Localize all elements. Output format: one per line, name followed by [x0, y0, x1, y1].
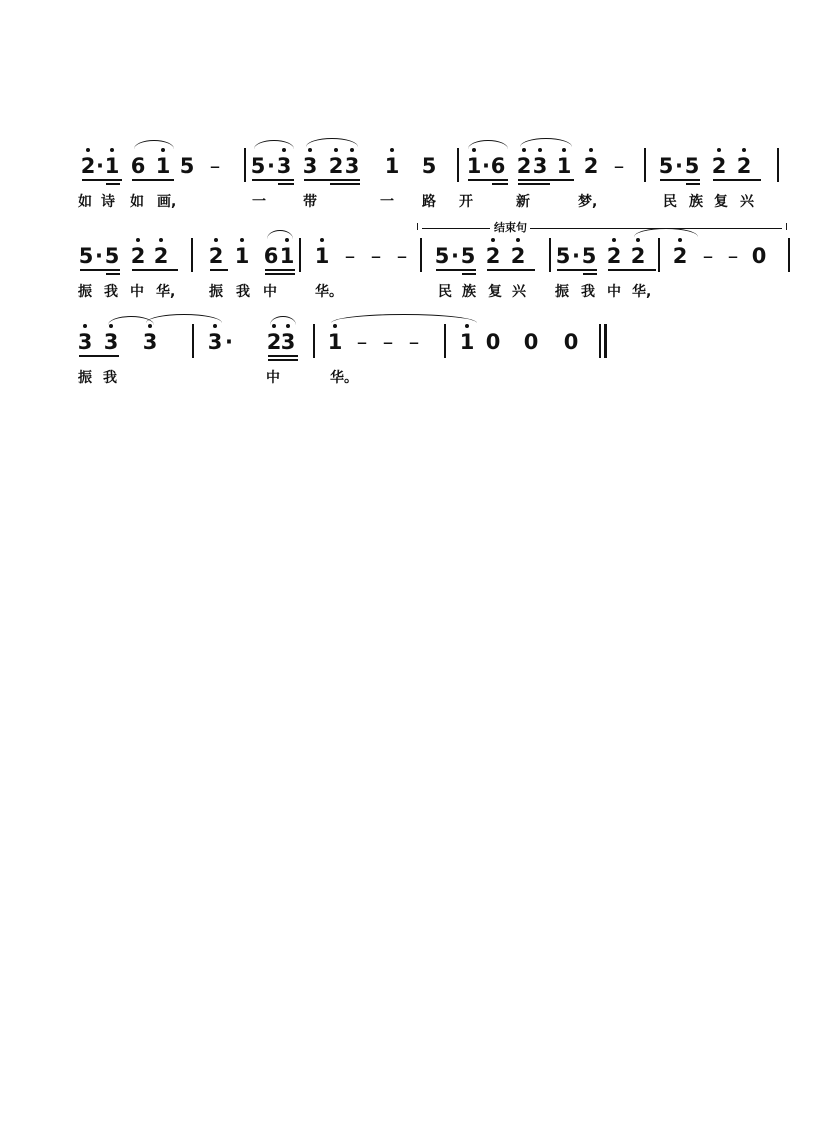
- beam: [210, 269, 228, 271]
- lyric-char: 我: [581, 284, 595, 300]
- note: 1: [234, 244, 250, 268]
- extension-dash: –: [370, 244, 382, 268]
- barline: [444, 324, 446, 358]
- score-row-2: [0, 221, 840, 308]
- note: 3: [207, 330, 223, 354]
- beam: [608, 269, 656, 271]
- lyric-char: 中: [266, 370, 280, 386]
- lyric-char: 我: [236, 284, 250, 300]
- note: 1: [556, 154, 572, 178]
- note: 5: [104, 244, 120, 268]
- lyric-char: 振: [78, 284, 92, 300]
- dot-augmentation: ·: [95, 244, 103, 268]
- dot-augmentation: ·: [225, 330, 233, 354]
- slur: [146, 314, 222, 323]
- dot-augmentation: ·: [451, 244, 459, 268]
- slur: [306, 138, 358, 147]
- beam: [660, 179, 700, 181]
- extension-dash: –: [209, 154, 221, 178]
- beam: [304, 179, 360, 181]
- octave-dot-high: [334, 148, 338, 152]
- note: 5: [460, 244, 476, 268]
- note: 5: [684, 154, 700, 178]
- dot-augmentation: ·: [482, 154, 490, 178]
- lyric-char: 复: [714, 194, 728, 210]
- note: 5: [434, 244, 450, 268]
- note: 2: [630, 244, 646, 268]
- octave-dot-high: [562, 148, 566, 152]
- note: 3: [344, 154, 360, 178]
- octave-dot-high: [86, 148, 90, 152]
- note: 5: [421, 154, 437, 178]
- beam: [686, 183, 700, 185]
- octave-dot-high: [159, 238, 163, 242]
- lyric-char: 华。: [330, 370, 358, 386]
- dot-augmentation: ·: [572, 244, 580, 268]
- note: 2: [606, 244, 622, 268]
- note: 5: [250, 154, 266, 178]
- extension-dash: –: [702, 244, 714, 268]
- note: 2: [516, 154, 532, 178]
- extension-dash: –: [356, 330, 368, 354]
- beam: [80, 269, 120, 271]
- note: 2: [583, 154, 599, 178]
- note: 1: [459, 330, 475, 354]
- extension-dash: –: [344, 244, 356, 268]
- final-barline-thin: [599, 324, 601, 358]
- note: 6: [490, 154, 506, 178]
- note: 0: [563, 330, 579, 354]
- note: 0: [485, 330, 501, 354]
- note: 2: [130, 244, 146, 268]
- octave-dot-high: [491, 238, 495, 242]
- slur: [634, 228, 698, 237]
- octave-dot-high: [83, 324, 87, 328]
- note: 3: [103, 330, 119, 354]
- note: 2: [328, 154, 344, 178]
- lyric-char: 族: [689, 194, 703, 210]
- beam: [82, 179, 122, 181]
- extension-dash: –: [613, 154, 625, 178]
- dot-augmentation: ·: [96, 154, 104, 178]
- octave-dot-high: [522, 148, 526, 152]
- beam: [492, 183, 508, 185]
- note: 2: [736, 154, 752, 178]
- beam: [713, 179, 761, 181]
- octave-dot-high: [350, 148, 354, 152]
- barline: [191, 238, 193, 272]
- barline: [644, 148, 646, 182]
- note: 1: [384, 154, 400, 178]
- octave-dot-high: [214, 238, 218, 242]
- lyric-char: 路: [422, 194, 436, 210]
- lyric-char: 如: [78, 194, 92, 210]
- beam: [265, 273, 295, 275]
- octave-dot-high: [589, 148, 593, 152]
- lyric-char: 华,: [632, 284, 652, 300]
- beam: [518, 183, 550, 185]
- note: 3: [532, 154, 548, 178]
- barline: [457, 148, 459, 182]
- note: 1: [314, 244, 330, 268]
- barline: [420, 238, 422, 272]
- octave-dot-high: [390, 148, 394, 152]
- score-row-3: [0, 324, 840, 394]
- note: 2: [208, 244, 224, 268]
- note: 5: [179, 154, 195, 178]
- bracket-start-mark: I: [416, 222, 419, 233]
- bracket-label: 结束句: [494, 221, 527, 234]
- score-row-1: [0, 148, 840, 218]
- note: 3: [142, 330, 158, 354]
- octave-dot-high: [516, 238, 520, 242]
- note: 6: [130, 154, 146, 178]
- barline: [299, 238, 301, 272]
- lyric-char: 一: [380, 194, 394, 210]
- beam: [330, 183, 360, 185]
- beam: [557, 269, 597, 271]
- octave-dot-high: [320, 238, 324, 242]
- barline: [658, 238, 660, 272]
- lyric-char: 我: [104, 284, 118, 300]
- lyric-char: 振: [209, 284, 223, 300]
- note: 0: [751, 244, 767, 268]
- beam: [106, 183, 120, 185]
- beam: [268, 355, 298, 357]
- lyric-char: 中: [263, 284, 277, 300]
- lyric-char: 兴: [740, 194, 754, 210]
- octave-dot-high: [678, 238, 682, 242]
- octave-dot-high: [612, 238, 616, 242]
- octave-dot-high: [333, 324, 337, 328]
- lyric-char: 诗: [101, 194, 115, 210]
- note: 2: [153, 244, 169, 268]
- beam: [436, 269, 476, 271]
- note: 5: [78, 244, 94, 268]
- lyric-char: 开: [459, 194, 473, 210]
- slur: [254, 140, 294, 149]
- note: 1: [279, 244, 295, 268]
- note: 2: [711, 154, 727, 178]
- note: 5: [658, 154, 674, 178]
- note: 1: [466, 154, 482, 178]
- extension-dash: –: [382, 330, 394, 354]
- beam: [132, 179, 174, 181]
- octave-dot-high: [213, 324, 217, 328]
- beam: [487, 269, 535, 271]
- lyric-char: 华。: [315, 284, 343, 300]
- beam: [252, 179, 294, 181]
- octave-dot-high: [136, 238, 140, 242]
- octave-dot-high: [538, 148, 542, 152]
- lyric-char: 振: [78, 370, 92, 386]
- note: 6: [263, 244, 279, 268]
- lyric-char: 兴: [512, 284, 526, 300]
- barline: [244, 148, 246, 182]
- note: 2: [266, 330, 282, 354]
- lyric-char: 振: [555, 284, 569, 300]
- slur: [468, 140, 508, 149]
- note: 3: [276, 154, 292, 178]
- note: 2: [80, 154, 96, 178]
- lyric-char: 一: [252, 194, 266, 210]
- dot-augmentation: ·: [267, 154, 275, 178]
- lyric-char: 带: [303, 194, 317, 210]
- barline: [313, 324, 315, 358]
- beam: [79, 355, 119, 357]
- beam: [268, 359, 298, 361]
- octave-dot-high: [717, 148, 721, 152]
- lyric-char: 华,: [156, 284, 176, 300]
- beam: [518, 179, 574, 181]
- octave-dot-high: [465, 324, 469, 328]
- octave-dot-high: [308, 148, 312, 152]
- dot-augmentation: ·: [675, 154, 683, 178]
- note: 0: [523, 330, 539, 354]
- lyric-char: 新: [516, 194, 530, 210]
- slur: [134, 140, 174, 149]
- note: 2: [510, 244, 526, 268]
- beam: [462, 273, 476, 275]
- lyric-char: 中: [607, 284, 621, 300]
- extension-dash: –: [727, 244, 739, 268]
- lyric-char: 民: [438, 284, 452, 300]
- barline: [549, 238, 551, 272]
- bracket-line: [422, 228, 490, 229]
- lyric-char: 民: [663, 194, 677, 210]
- note: 1: [104, 154, 120, 178]
- bracket-end-mark: I: [785, 222, 788, 233]
- lyric-char: 复: [488, 284, 502, 300]
- lyric-char: 梦,: [578, 194, 598, 210]
- beam: [278, 183, 294, 185]
- extension-dash: –: [396, 244, 408, 268]
- slur: [520, 138, 572, 147]
- note: 1: [327, 330, 343, 354]
- slur: [267, 230, 293, 239]
- note: 1: [155, 154, 171, 178]
- barline: [777, 148, 779, 182]
- note: 2: [485, 244, 501, 268]
- beam: [106, 273, 120, 275]
- lyric-char: 画,: [157, 194, 177, 210]
- slur: [331, 314, 477, 323]
- note: 3: [302, 154, 318, 178]
- note: 5: [581, 244, 597, 268]
- lyric-char: 如: [130, 194, 144, 210]
- barline: [788, 238, 790, 272]
- note: 5: [555, 244, 571, 268]
- octave-dot-high: [110, 148, 114, 152]
- beam: [583, 273, 597, 275]
- beam: [468, 179, 508, 181]
- lyric-char: 我: [103, 370, 117, 386]
- extension-dash: –: [408, 330, 420, 354]
- barline: [192, 324, 194, 358]
- lyric-char: 中: [130, 284, 144, 300]
- beam: [265, 269, 295, 271]
- octave-dot-high: [742, 148, 746, 152]
- note: 3: [77, 330, 93, 354]
- slur: [270, 316, 296, 325]
- octave-dot-high: [240, 238, 244, 242]
- note: 2: [672, 244, 688, 268]
- lyric-char: 族: [462, 284, 476, 300]
- note: 3: [280, 330, 296, 354]
- octave-dot-high: [636, 238, 640, 242]
- beam: [132, 269, 178, 271]
- final-barline-thick: [604, 324, 607, 358]
